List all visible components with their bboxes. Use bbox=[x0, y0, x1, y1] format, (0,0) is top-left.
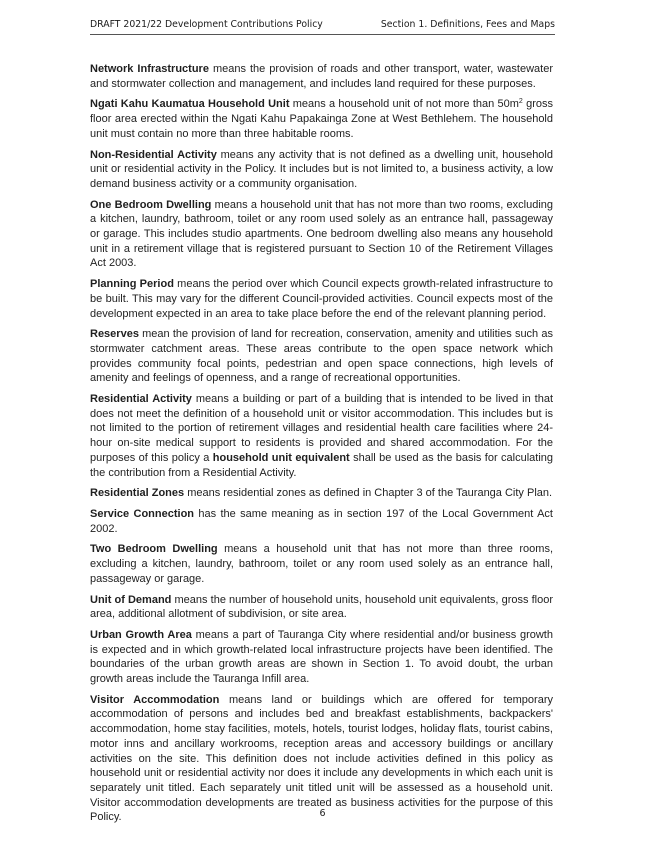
superscript: 2 bbox=[518, 98, 523, 106]
definition-text-continued: shall be used as the basis for calculating the contribution from a Residential Activity. bbox=[90, 451, 554, 479]
definition-planning-period bbox=[90, 277, 553, 321]
definition-network-infrastructure bbox=[90, 62, 553, 91]
section-title: Section 1. Definitions, Fees and Maps bbox=[380, 19, 555, 30]
definition-term: Ngati Kahu Kaumatua Household Unit bbox=[90, 98, 290, 111]
definition-ngati-kahu-kaumatua-household-unit bbox=[90, 97, 553, 141]
definition-residential-activity bbox=[90, 392, 553, 480]
definition-term: Non-Residential Activity bbox=[90, 148, 217, 161]
definition-term: Visitor Accommodation bbox=[90, 693, 220, 706]
definition-text: means a household unit that has not more than three rooms, excluding a kitchen, laundry, bathroom, toilet or any room used solely as an entrance hall, passageway or garage. bbox=[90, 543, 554, 585]
definition-text: mean the provision of land for recreation, conservation, amenity and utilities such as stormwater catchment areas. These areas contribute to the open space network which provides community focal points, pedestrian and open space connections, high levels of amenity and feelings of openness, and a range of recreational opportunities. bbox=[90, 328, 553, 385]
definition-text: means a building or part of a building that is intended to be lived in that does not meet the definition of a household unit or visitor accommodation. This includes but is not limited to the portion of retirement villages and residential health care facilities where 24-hour on-site medical support to residents is provided and shared accommodation. For the purposes of this policy a bbox=[90, 393, 553, 464]
page-header bbox=[90, 16, 555, 35]
definition-term: Reserves bbox=[90, 328, 139, 341]
definition-term: Residential Activity bbox=[90, 393, 192, 406]
definition-visitor-accommodation bbox=[90, 693, 553, 825]
emphasized-term: household unit equivalent bbox=[212, 451, 350, 464]
definition-residential-zones bbox=[90, 486, 553, 501]
definition-text: means the provision of roads and other transport, water, wastewater and stormwater collection and management, and includes land required for these purposes. bbox=[90, 63, 553, 90]
definition-text: means the period over which Council expects growth-related infrastructure to be built. This may vary for the different Council-provided activities. Council expects most of the development expected in an area to take place before the end of the relevant planning period. bbox=[90, 278, 553, 320]
definition-two-bedroom-dwelling bbox=[90, 542, 553, 586]
definition-text-continued: gross floor area erected within the Ngati Kahu Papakainga Zone at West Bethlehem. The household unit must contain no more than three habitable rooms. bbox=[90, 98, 553, 140]
definition-text: means land or buildings which are offered for temporary accommodation of persons and includes bed and breakfast establishments, backpackers' accommodation, home stay facilities, motels, hotels, tourist lodges, holiday flats, tourist cabins, motor inns and ancillary workrooms, reception areas and accessory buildings or ancillary activities on the site. This definition does not include activities defined in this policy as household unit or residential activity nor does it include any developments in which each unit is separately unit titled. Each separately unit titled unit will be assessed as a household unit. Visitor accommodation developments are treated as business activities for the purpose of this Policy. bbox=[90, 693, 553, 824]
definition-term: Unit of Demand bbox=[90, 593, 172, 606]
definition-text: means a part of Tauranga City where residential and/or business growth is expected and in which growth-related local infrastructure projects have been identified. The boundaries of the urban growth areas are shown in Section 1. To avoid doubt, the urban growth areas include the Tauranga Infill area. bbox=[90, 628, 553, 686]
definition-text: means a household unit of not more than 50m bbox=[289, 98, 519, 111]
definition-reserves bbox=[90, 327, 553, 386]
definition-text: has the same meaning as in section 197 of the Local Government Act 2002. bbox=[90, 507, 553, 535]
document-title: DRAFT 2021/22 Development Contributions Policy bbox=[90, 19, 323, 30]
page-number: 6 bbox=[319, 808, 326, 819]
definition-service-connection bbox=[90, 507, 553, 536]
definition-text: means a household unit that has not more than two rooms, excluding a kitchen, laundry, bathroom, toilet or any room used solely as an entrance hall, passageway or garage. This includes studio apartments. One bedroom dwelling also means any household unit in a retirement village that is registered pursuant to Section 10 of the Retirement Villages Act 2003. bbox=[90, 198, 553, 270]
definition-non-residential-activity bbox=[90, 148, 553, 192]
definition-term: One Bedroom Dwelling bbox=[90, 198, 212, 211]
definition-one-bedroom-dwelling bbox=[90, 198, 553, 272]
definition-term: Two Bedroom Dwelling bbox=[90, 543, 218, 556]
definitions-list bbox=[90, 62, 553, 831]
definition-unit-of-demand bbox=[90, 593, 553, 622]
definition-text: means residential zones as defined in Chapter 3 of the Tauranga City Plan. bbox=[184, 487, 553, 500]
definition-term: Urban Growth Area bbox=[90, 628, 192, 641]
definition-text: means the number of household units, household unit equivalents, gross floor area, additional allotment of subdivision, or site area. bbox=[90, 593, 554, 621]
definition-term: Residential Zones bbox=[90, 487, 185, 500]
definition-text: means any activity that is not defined as a dwelling unit, household unit or residential activity in the Policy. It includes but is not limited to, a business activity, a low demand business activity or a community organisation. bbox=[90, 148, 553, 190]
definition-term: Service Connection bbox=[90, 507, 195, 520]
definition-urban-growth-area bbox=[90, 628, 553, 687]
definition-term: Planning Period bbox=[90, 278, 174, 291]
definition-term: Network Infrastructure bbox=[90, 63, 209, 75]
